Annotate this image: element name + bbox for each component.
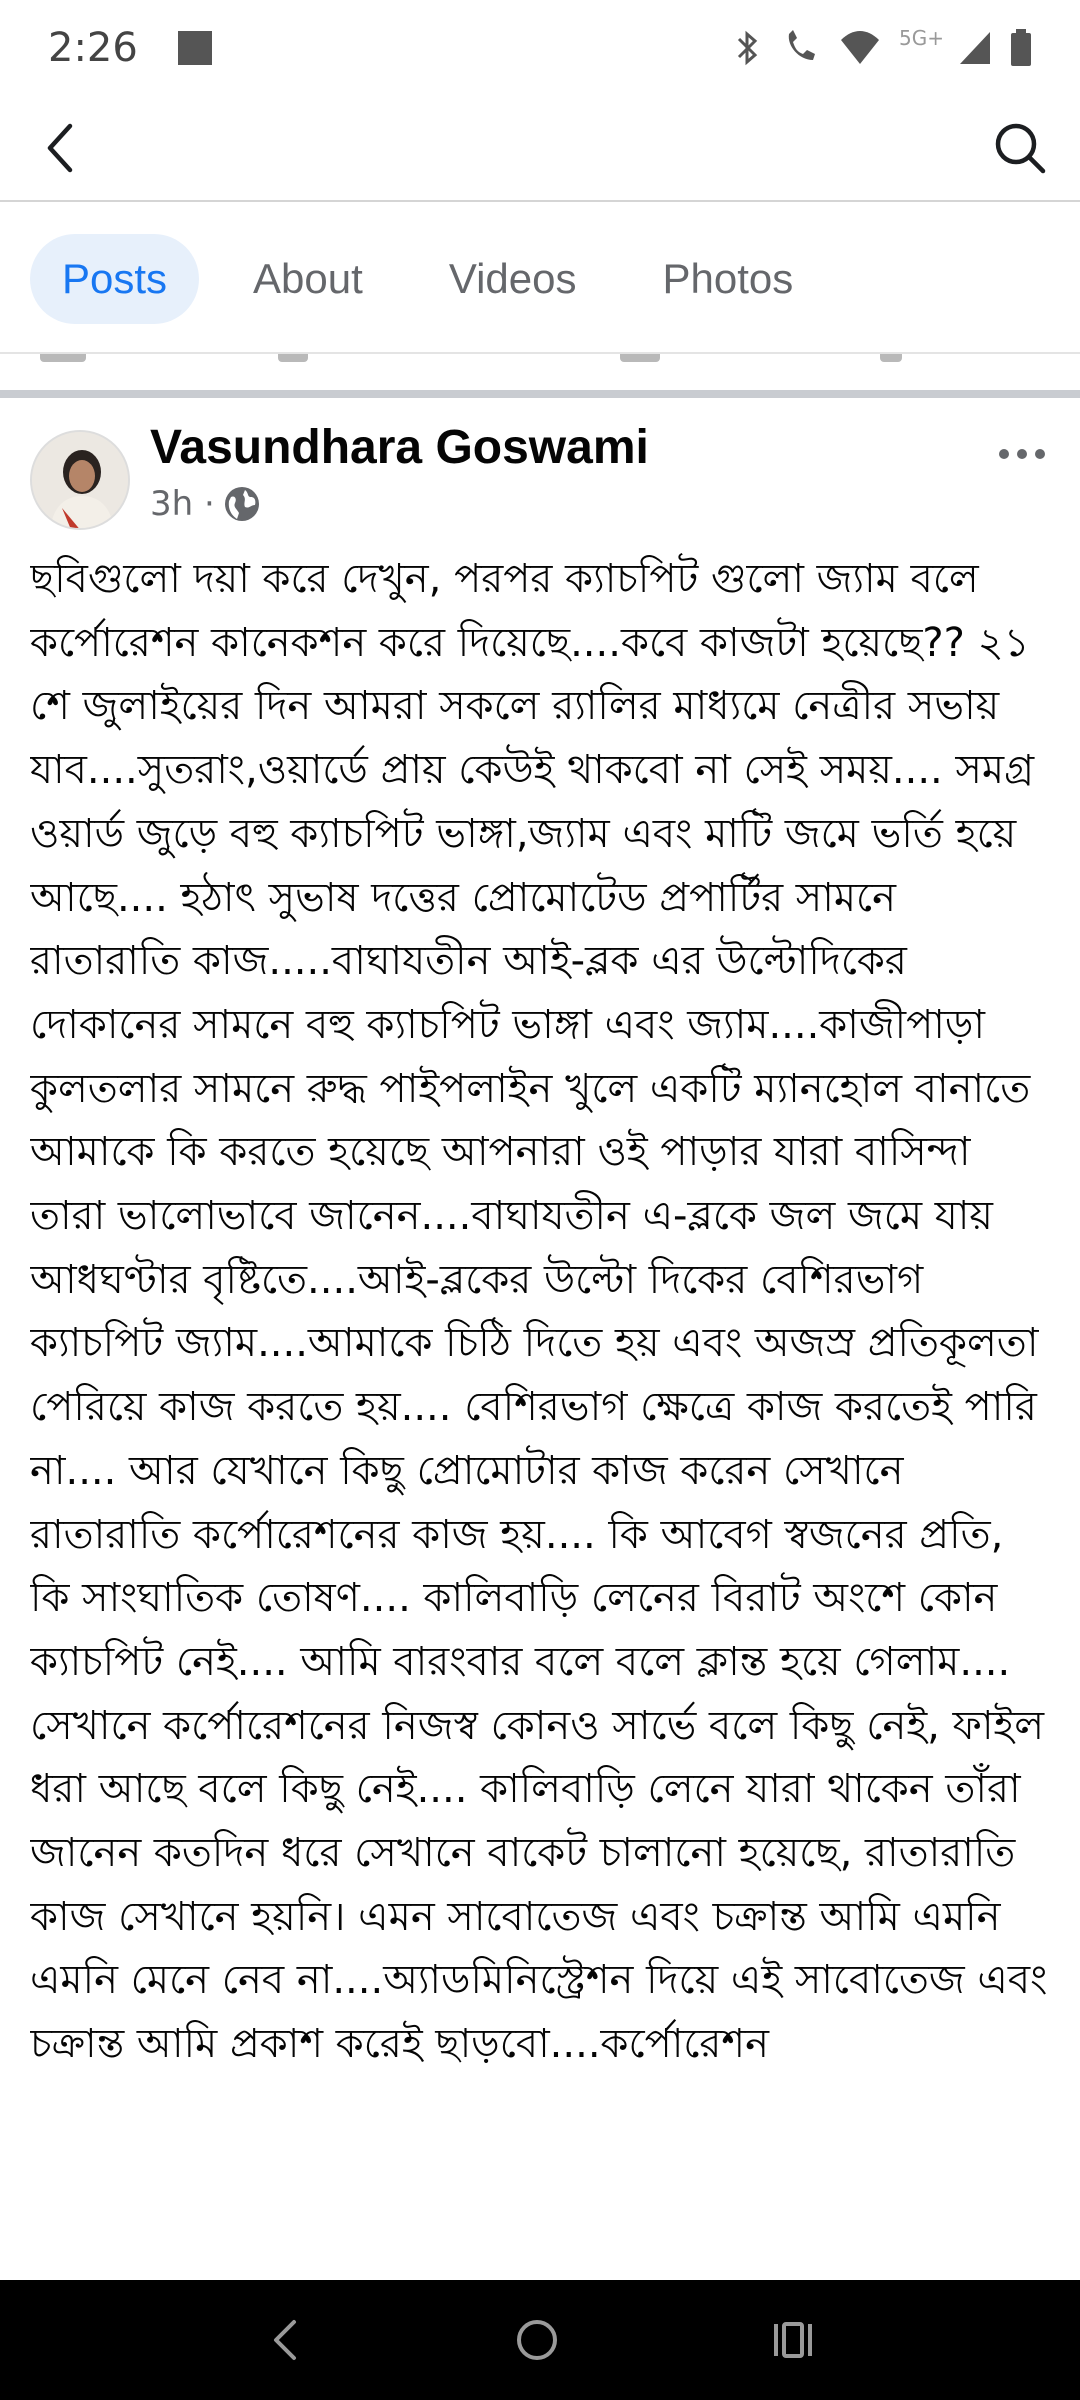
globe-icon: [223, 485, 261, 523]
status-time: 2:26: [48, 25, 138, 71]
scrolled-content-edge: [0, 354, 1080, 388]
system-nav-bar: [0, 2280, 1080, 2400]
post-header: [0, 408, 1080, 538]
nav-home-icon[interactable]: [512, 2315, 562, 2365]
nav-recents-icon[interactable]: [770, 2318, 816, 2362]
bluetooth-icon: [733, 30, 763, 66]
post-options-button[interactable]: [992, 434, 1052, 474]
battery-icon: [1010, 29, 1032, 67]
wifi-icon: [839, 30, 881, 66]
search-button[interactable]: [990, 118, 1050, 178]
notification-icon: [178, 31, 212, 65]
section-divider: [0, 390, 1080, 398]
post-body: [30, 548, 1052, 2276]
author-name[interactable]: Vasundhara Goswami: [150, 421, 649, 474]
profile-tabs: [0, 204, 1080, 354]
more-dot-icon: [1017, 449, 1027, 459]
network-type-label: 5G+: [899, 26, 944, 50]
app-header: [0, 96, 1080, 202]
tab-posts[interactable]: Posts: [30, 234, 199, 324]
profile-photo: [32, 432, 130, 530]
signal-icon: [958, 30, 992, 66]
tab-about[interactable]: About: [253, 255, 363, 302]
post-meta: [150, 484, 261, 524]
tab-videos[interactable]: Videos: [448, 255, 577, 302]
search-icon: [993, 121, 1047, 175]
chevron-left-icon: [42, 122, 78, 174]
nav-back-icon[interactable]: [264, 2316, 304, 2364]
status-bar: [0, 0, 1080, 96]
wifi-call-icon: [781, 28, 821, 68]
back-button[interactable]: [30, 118, 90, 178]
avatar[interactable]: [30, 430, 130, 530]
post-time[interactable]: 3h ·: [150, 484, 215, 524]
more-dot-icon: [1035, 449, 1045, 459]
post-text: ছবিগুলো দয়া করে দেখুন, পরপর ক্যাচপিট গুলো জ্যাম বলে কর্পোরেশন কানেকশন করে দিয়েছে....কবে কাজটা হয়েছে?? ২১ শে জুলাইয়ের দিন আমরা সকলে র‍্যালির মাধ্যমে নেত্রীর সভায় যাব....সুতরাং,ওয়ার্ডে প্রায় কেউই থাকবো না সেই সময়.... সমগ্র ওয়ার্ড জুড়ে বহু ক্যাচপিট ভাঙ্গা,জ্যাম এবং মাটি জমে ভর্তি হয়ে আছে.... হঠাৎ সুভাষ দত্তের প্রোমোটেড প্রপার্টির সামনে রাতারাতি কাজ.....বাঘাযতীন আই-ব্লক এর উল্টোদিকের দোকানের সামনে বহু ক্যাচপিট ভাঙ্গা এবং জ্যাম....কাজীপাড়া কুলতলার সামনে রুদ্ধ পাইপলাইন খুলে একটি ম্যানহোল বানাতে আমাকে কি করতে হয়েছে আপনারা ওই পাড়ার যারা বাসিন্দা তারা ভালোভাবে জানেন....বাঘাযতীন এ-ব্লকে জল জমে যায় আধঘণ্টার বৃষ্টিতে....আই-ব্লকের উল্টো দিকের বেশিরভাগ ক্যাচপিট জ্যাম....আমাকে চিঠি দিতে হয় এবং অজস্র প্রতিকূলতা পেরিয়ে কাজ করতে হয়.... বেশিরভাগ ক্ষেত্রে কাজ করতেই পারি না.... আর যেখানে কিছু প্রোমোটার কাজ করেন সেখানে রাতারাতি কর্পোরেশনের কাজ হয়.... কি আবেগ স্বজনের প্রতি, কি সাংঘাতিক তোষণ.... কালিবাড়ি লেনের বিরাট অংশে কোন ক্যাচপিট নেই.... আমি বারংবার বলে বলে ক্লান্ত হয়ে গেলাম.... সেখানে কর্পোরেশনের নিজস্ব কোনও সার্ভে বলে কিছু নেই, ফাইল ধরা আছে বলে কিছু নেই.... কালিবাড়ি লেনে যারা থাকেন তাঁরা জানেন কতদিন ধরে সেখানে বাকেট চালানো হয়েছে, রাতারাতি কাজ সেখানে হয়নি। এমন সাবোতেজ এবং চক্রান্ত আমি এমনি এমনি মেনে নেব না....অ্যাডমিনিস্ট্রেশন দিয়ে এই সাবোতেজ এবং চক্রান্ত আমি প্রকাশ করেই ছাড়বো....কর্পোরেশন: [30, 556, 1048, 2068]
more-dot-icon: [999, 449, 1009, 459]
tab-photos[interactable]: Photos: [662, 255, 794, 302]
